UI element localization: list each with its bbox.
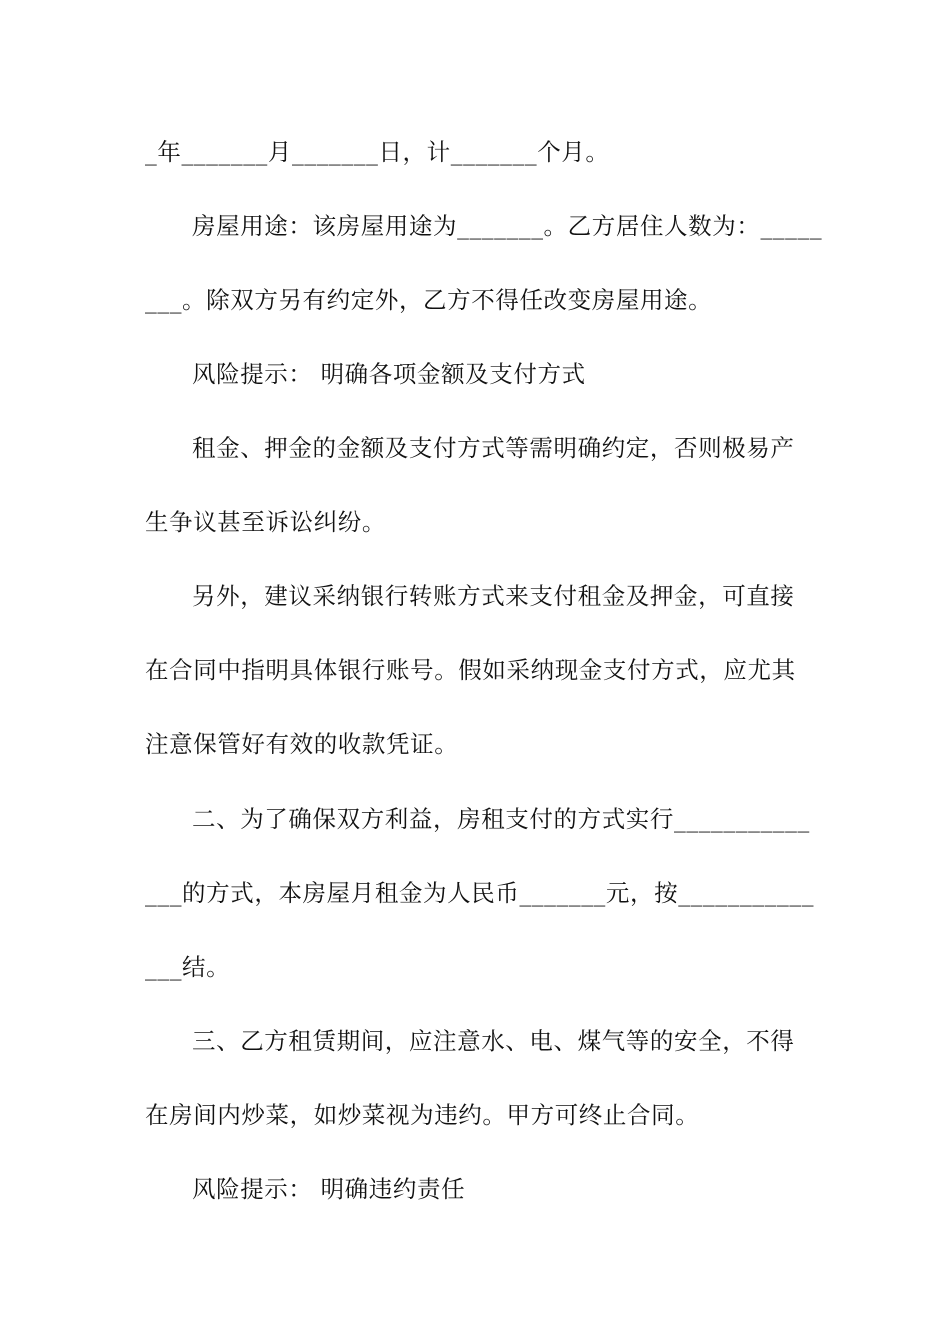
clause-two-line-1: 二、为了确保双方利益，房租支付的方式实行___________ xyxy=(192,805,810,833)
clause-two-line-3: ___结。 xyxy=(145,953,231,981)
risk-tip-amounts-heading: 风险提示： 明确各项金额及支付方式 xyxy=(192,360,586,388)
risk-tip-breach-heading: 风险提示： 明确违约责任 xyxy=(192,1175,466,1203)
house-use-line-cont: ___。除双方另有约定外，乙方不得任改变房屋用途。 xyxy=(145,286,713,314)
clause-three-line-2: 在房间内炒菜，如炒菜视为违约。甲方可终止合同。 xyxy=(145,1101,700,1129)
house-use-line: 房屋用途：该房屋用途为_______。乙方居住人数为：_____ xyxy=(192,212,823,240)
bank-transfer-paragraph-line-3: 注意保管好有效的收款凭证。 xyxy=(145,730,459,758)
clause-three-line-1: 三、乙方租赁期间，应注意水、电、煤气等的安全，不得 xyxy=(192,1027,795,1055)
bank-transfer-paragraph-line-1: 另外，建议采纳银行转账方式来支付租金及押金，可直接 xyxy=(192,582,795,610)
lease-period-line: _年_______月_______日，计_______个月。 xyxy=(145,138,610,166)
clause-two-line-2: ___的方式，本房屋月租金为人民币_______元，按___________ xyxy=(145,879,815,907)
bank-transfer-paragraph-line-2: 在合同中指明具体银行账号。假如采纳现金支付方式，应尤其 xyxy=(145,656,796,684)
amounts-paragraph-line-2: 生争议甚至诉讼纠纷。 xyxy=(145,508,386,536)
amounts-paragraph-line-1: 租金、押金的金额及支付方式等需明确约定，否则极易产 xyxy=(192,434,795,462)
